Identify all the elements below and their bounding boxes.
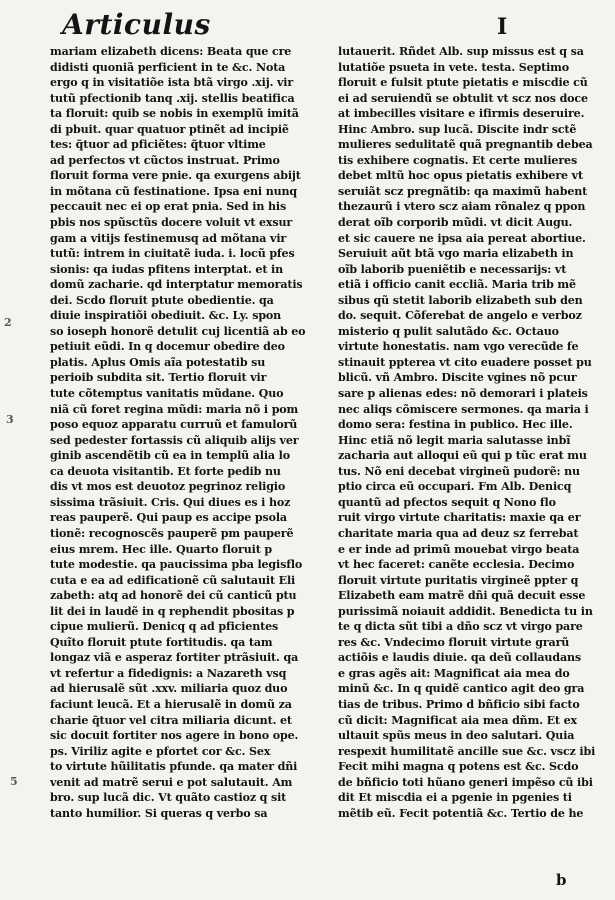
text-line: floruit virtute puritatis virgineẽ ppter q bbox=[338, 573, 579, 587]
text-line: longaz viã e asperaz fortiter ptrãsiuit. qa bbox=[50, 651, 299, 665]
text-line: sissima trãsiuit. Cris. Qui diues es i hoz bbox=[50, 495, 291, 509]
text-line: res &c. Vndecimo floruit virtute grarũ bbox=[338, 635, 570, 649]
text-line: tes: q̃tuor ad pficiẽtes: q̃tuor vltime bbox=[50, 138, 266, 152]
text-column-right bbox=[338, 44, 606, 884]
text-line: et sic cauere ne ipsa aia pereat abortiue. bbox=[338, 231, 586, 245]
text-line: ruit virgo virtute charitatis: maxie qa er bbox=[338, 511, 581, 525]
text-line: cipue mulierũ. Denicq q ad pficientes bbox=[50, 620, 279, 634]
text-line: tute cõtemptus vanitatis mũdane. Quo bbox=[50, 387, 284, 401]
text-line: tute modestie. qa paucissima pba legisflo bbox=[50, 558, 303, 572]
text-line: ei ad seruiendũ se obtulit vt scz nos doce bbox=[338, 91, 588, 105]
text-line: e gras agẽs ait: Magnificat aia mea do bbox=[338, 666, 570, 680]
text-line: zabeth: atq ad honorẽ dei cũ canticũ ptu bbox=[50, 589, 297, 603]
text-line: mẽtib eũ. Fecit potentiã &c. Tertio de he bbox=[338, 806, 584, 820]
text-line: do. sequit. Cõferebat de angelo e verboz bbox=[338, 309, 582, 323]
text-line: ps. Viriliz agite e pfortet cor &c. Sex bbox=[50, 744, 271, 758]
text-line: tus. Nõ eni decebat virgineũ pudorẽ: nu bbox=[338, 464, 580, 478]
text-line: lutauerit. Rñdet Alb. sup missus est q sa bbox=[338, 45, 584, 58]
text-line: charitate maria qua ad deuz sz ferrebat bbox=[338, 526, 579, 540]
text-line: actiõis e laudis diuie. qa deũ collaudans bbox=[338, 651, 581, 665]
text-line: poso equoz apparatu curruũ et famulorũ bbox=[50, 418, 298, 432]
text-line: peccauit nec ei op erat pnia. Sed in his bbox=[50, 200, 287, 214]
text-line: Seruiuit aũt btã vgo maria elizabeth in bbox=[338, 247, 574, 261]
text-line: tanto humilior. Si queras q verbo sa bbox=[50, 806, 268, 820]
text-line: floruit forma vere pnie. qa exurgens abijt bbox=[50, 169, 301, 183]
text-line: sionis: qa iudas pfitens interptat. et in bbox=[50, 262, 283, 276]
margin-mark: 5 bbox=[10, 775, 18, 788]
margin-mark: 3 bbox=[6, 413, 14, 426]
text-line: sed pedester fortassis cũ aliquib alijs ver bbox=[50, 433, 299, 447]
text-line: faciunt leucã. Et a hierusalẽ in domũ za bbox=[50, 697, 292, 711]
signature-mark: b bbox=[556, 871, 567, 889]
text-line: Hinc etiã nõ legit maria salutasse inbĩ bbox=[338, 433, 571, 447]
text-line: thezaurũ i vtero scz aiam rõnalez q ppon bbox=[338, 200, 586, 214]
text-line: te q dicta sũt tibi a dño scz vt virgo pare bbox=[338, 620, 583, 634]
text-line: didisti quoniã perficient in te &c. Nota bbox=[50, 60, 286, 74]
running-title: Articulus bbox=[62, 8, 211, 41]
text-line: gam a vitijs festinemusq ad mõtana vir bbox=[50, 231, 287, 245]
text-line: tutũ pfectionib tanq .xij. stellis beatifica bbox=[50, 91, 295, 105]
text-line: quantũ ad pfectos sequit q Nono flo bbox=[338, 495, 556, 509]
text-line: venit ad matrẽ serui e pot salutauit. Am bbox=[50, 775, 293, 789]
text-line: etiã i officio canit eccliã. Maria trib mẽ bbox=[338, 278, 576, 292]
text-line: reas pauperẽ. Qui paup es accipe psola bbox=[50, 511, 287, 525]
text-line: dis vt mos est deuotoz pegrinoz religio bbox=[50, 480, 286, 494]
text-line: to virtute hũilitatis pfunde. qa mater dñi bbox=[50, 760, 298, 774]
text-line: di pbuit. quar quatuor ptinẽt ad incipiẽ bbox=[50, 122, 289, 136]
text-line: purissimã noiauit addidit. Benedicta tu in bbox=[338, 604, 593, 618]
text-line: blicũ. vñ Ambro. Discite vgines nõ pcur bbox=[338, 371, 577, 385]
text-line: Elizabeth eam matrẽ dñi quã decuit esse bbox=[338, 589, 586, 603]
text-line: tutũ: intrem in ciuitatẽ iuda. i. locũ pfes bbox=[50, 247, 295, 261]
text-line: de bñficio toti hũano generi impẽso cũ ibi bbox=[338, 775, 593, 789]
text-line: debet mltũ hoc opus pietatis exhibere vt bbox=[338, 169, 583, 183]
text-line: lit dei in laudẽ in q rephendit pbositas p bbox=[50, 604, 295, 618]
text-line: lutatiõe psueta in vete. testa. Septimo bbox=[338, 60, 570, 74]
text-line: at imbecilles visitare e ifirmis deseruire. bbox=[338, 107, 585, 121]
text-line: petiuit eũdi. In q docemur obedire deo bbox=[50, 340, 285, 354]
text-line: e er inde ad primũ mouebat virgo beata bbox=[338, 542, 580, 556]
text-line: sibus qũ stetit laborib elizabeth sub den bbox=[338, 293, 583, 307]
text-line: ultauit spũs meus in deo salutari. Quia bbox=[338, 729, 575, 743]
text-line: respexit humilitatẽ ancille sue &c. vscz ibi bbox=[338, 744, 596, 758]
text-line: mariam elizabeth dicens: Beata que cre bbox=[50, 45, 292, 58]
text-line: dit Et miscdia ei a pgenie in pgenies ti bbox=[338, 791, 572, 805]
margin-mark: 2 bbox=[4, 316, 12, 329]
text-line: ptio circa eũ occupari. Fm Alb. Denicq bbox=[338, 480, 572, 494]
text-line: domo sera: festina in publico. Hec ille. bbox=[338, 418, 573, 432]
text-line: cuta e ea ad edificationẽ cũ salutauit Eli bbox=[50, 573, 296, 587]
text-line: ta floruit: quib se nobis in exemplũ imitã bbox=[50, 107, 299, 121]
text-line: Fecit mihi magna q potens est &c. Scdo bbox=[338, 760, 579, 774]
text-line: in mõtana cũ festinatione. Ipsa eni nunq bbox=[50, 184, 298, 198]
text-line: ginib ascendẽtib cũ ea in templũ alia lo bbox=[50, 449, 290, 463]
text-line: Quĩto floruit ptute fortitudis. qa tam bbox=[50, 635, 273, 649]
text-line: ad perfectos vt cũctos instruat. Primo bbox=[50, 153, 280, 167]
text-line: perioib subdita sit. Tertio floruit vir bbox=[50, 371, 267, 385]
text-line: seruiãt scz pregnãtib: qa maximũ habent bbox=[338, 184, 588, 198]
text-line: tias de tribus. Primo d bñficio sibi facto bbox=[338, 697, 580, 711]
text-line: niã cũ foret regina mũdi: maria nõ i pom bbox=[50, 402, 299, 416]
text-line: charie q̃tuor vel citra miliaria dicunt. et bbox=[50, 713, 292, 727]
text-column-left bbox=[50, 44, 312, 884]
text-line: ca deuota visitantib. Et forte pedib nu bbox=[50, 464, 281, 478]
text-line: tionẽ: recognoscẽs pauperẽ pm pauperẽ bbox=[50, 526, 294, 540]
page-header bbox=[62, 6, 602, 46]
text-line: minũ &c. In q quidẽ cantico agit deo gra bbox=[338, 682, 585, 696]
text-line: ergo q in visitatiõe ista btã virgo .xij. vir bbox=[50, 76, 294, 90]
text-line: tis exhibere cognatis. Et certe mulieres bbox=[338, 153, 578, 167]
text-line: diuie inspiratiõi obediuit. &c. Ly. spon bbox=[50, 309, 282, 323]
text-line: floruit e fulsit ptute pietatis e miscdie cũ bbox=[338, 76, 588, 90]
text-line: bro. sup lucã dic. Vt quãto castioz q sit bbox=[50, 791, 287, 805]
text-line: zacharia aut alloqui eũ qui p tũc erat mu bbox=[338, 449, 587, 463]
text-line: vt hec faceret: canẽte ecclesia. Decimo bbox=[338, 558, 575, 572]
leaf-number: I bbox=[497, 14, 508, 40]
text-line: pbis nos spũsctũs docere voluit vt exsur bbox=[50, 216, 293, 230]
text-line: dei. Scdo floruit ptute obedientie. qa bbox=[50, 293, 274, 307]
text-line: platis. Aplus Omis aĩa potestatib su bbox=[50, 355, 266, 369]
text-line: oĩb laborib pueniẽtib e necessarijs: vt bbox=[338, 262, 567, 276]
text-line: sic docuit fortiter nos agere in bono ope. bbox=[50, 729, 299, 743]
text-line: vt refertur a fidedignis: a Nazareth vsq bbox=[50, 666, 287, 680]
text-line: misterio q pulit salutãdo &c. Octauo bbox=[338, 324, 559, 338]
text-line: cũ dicit: Magnificat aia mea dñm. Et ex bbox=[338, 713, 577, 727]
text-line: stinauit ppterea vt cito euadere posset pu bbox=[338, 355, 592, 369]
text-line: eius mrem. Hec ille. Quarto floruit p bbox=[50, 542, 272, 556]
text-line: nec aliqs cõmiscere sermones. qa maria i bbox=[338, 402, 589, 416]
text-line: derat oĩb corporib mũdi. vt dicit Augu. bbox=[338, 216, 573, 230]
text-line: virtute honestatis. nam vgo verecũde fe bbox=[338, 340, 579, 354]
text-line: sare p alienas edes: nõ demorari i plateis bbox=[338, 387, 588, 401]
text-line: so ioseph honorẽ detulit cuj licentiã ab eo bbox=[50, 324, 306, 338]
text-line: domũ zacharie. qd interptatur memoratis bbox=[50, 278, 303, 292]
text-line: Hinc Ambro. sup lucã. Discite indr sctẽ bbox=[338, 122, 577, 136]
text-line: mulieres sedulitatẽ quã pregnantib debea bbox=[338, 138, 593, 152]
text-line: ad hierusalẽ sũt .xxv. miliaria quoz duo bbox=[50, 682, 288, 696]
